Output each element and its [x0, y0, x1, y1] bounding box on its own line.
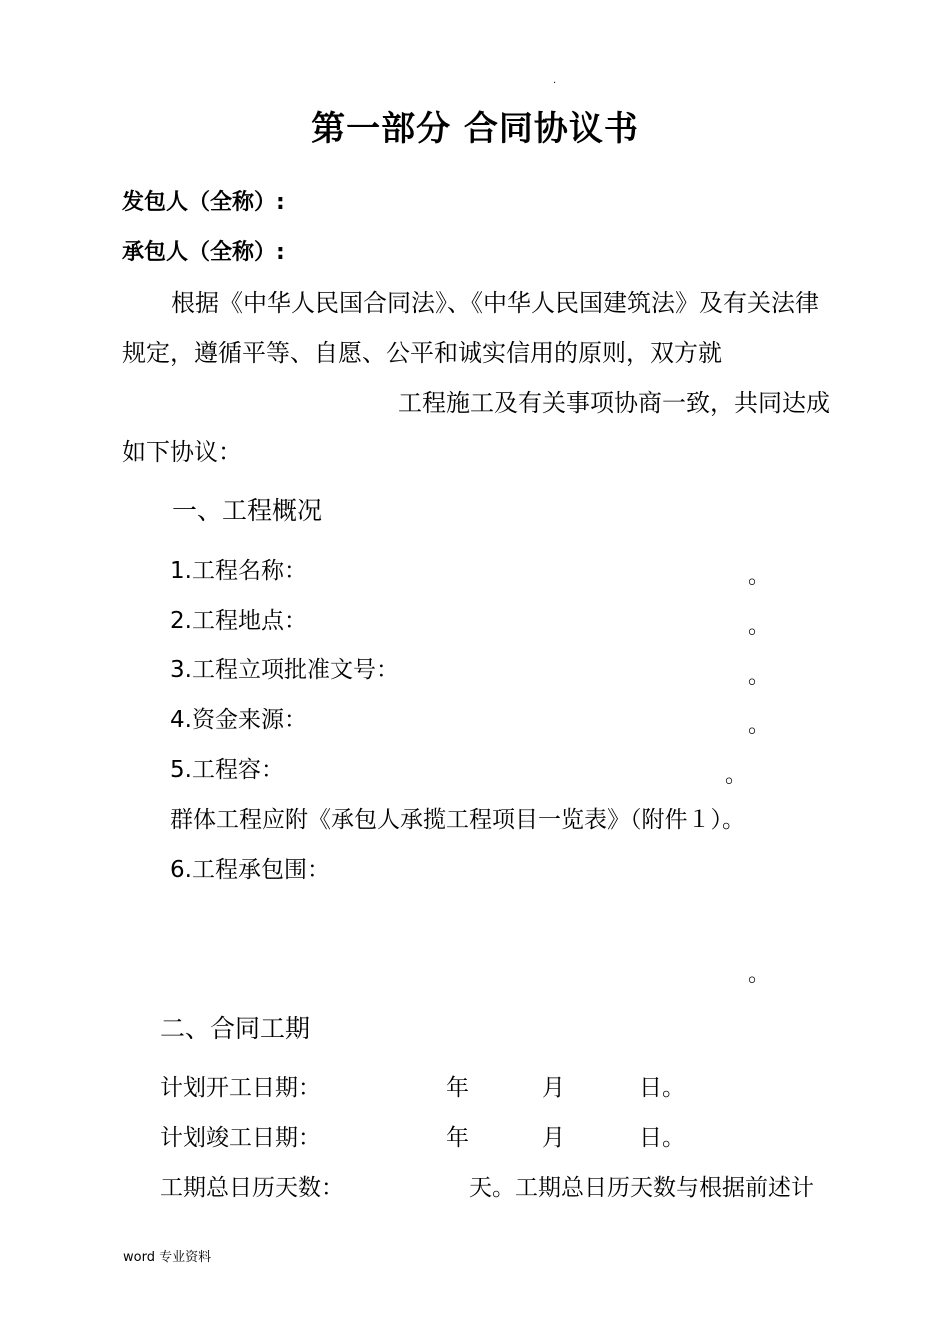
item-funding-source-end: 。 — [748, 713, 771, 738]
item-contract-scope: 6.工程承包围： — [170, 857, 330, 883]
item-contract-scope-end: 。 — [748, 962, 771, 987]
planned-start-day: 日。 — [639, 1075, 685, 1101]
group-project-note: 群体工程应附《承包人承揽工程项目一览表》（附件１）。 — [170, 807, 745, 833]
planned-finish-label: 计划竣工日期： — [160, 1125, 321, 1151]
employer-line: 发包人（全称）: — [122, 190, 285, 215]
contractor-line: 承包人（全称）: — [122, 240, 285, 265]
section-1-heading: 一、工程概况 — [172, 496, 323, 525]
preamble-line-1: 根据《中华人民国合同法》、《中华人民国建筑法》及有关法律 — [171, 289, 819, 317]
planned-start-month: 月 — [542, 1075, 565, 1101]
item-project-content: 5.工程容： — [170, 757, 284, 783]
duration-label: 工期总日历天数： — [160, 1175, 344, 1201]
planned-finish-month: 月 — [542, 1125, 565, 1151]
preamble-line-3: 工程施工及有关事项协商一致，共同达成 — [398, 389, 830, 417]
item-project-content-end: 。 — [725, 763, 748, 788]
preamble-line-4: 如下协议： — [122, 438, 242, 466]
header-mark: . — [553, 75, 557, 86]
preamble-line-2: 规定，遵循平等、自愿、公平和诚实信用的原则，双方就 — [122, 339, 722, 367]
page-title: 第一部分 合同协议书 — [311, 109, 639, 149]
item-project-location: 2.工程地点： — [170, 608, 307, 634]
item-approval-number-end: 。 — [748, 664, 771, 689]
section-2-heading: 二、合同工期 — [160, 1014, 311, 1043]
item-project-name: 1.工程名称： — [170, 558, 307, 584]
planned-finish-day: 日。 — [639, 1125, 685, 1151]
item-approval-number: 3.工程立项批准文号： — [170, 657, 399, 683]
planned-finish-year: 年 — [446, 1125, 469, 1151]
duration-rest: 天。工期总日历天数与根据前述计 — [469, 1175, 814, 1201]
planned-start-label: 计划开工日期： — [160, 1075, 321, 1101]
page-footer: word 专业资料 — [123, 1250, 212, 1265]
item-project-name-end: 。 — [748, 564, 771, 589]
planned-start-year: 年 — [446, 1075, 469, 1101]
item-funding-source: 4.资金来源： — [170, 707, 307, 733]
item-project-location-end: 。 — [748, 614, 771, 639]
